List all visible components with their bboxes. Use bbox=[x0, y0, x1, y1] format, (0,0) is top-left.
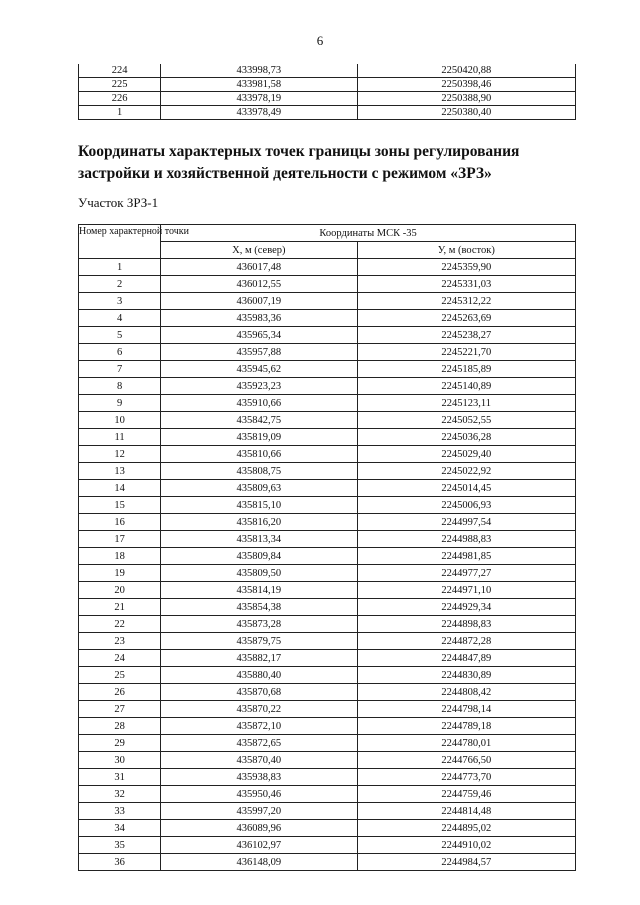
point-number-cell: 1 bbox=[79, 106, 161, 120]
y-coordinate-cell: 2245022,92 bbox=[357, 463, 575, 480]
point-number-cell: 3 bbox=[79, 293, 161, 310]
x-coordinate-cell: 435809,50 bbox=[161, 565, 357, 582]
point-number-cell: 26 bbox=[79, 684, 161, 701]
point-number-cell: 6 bbox=[79, 344, 161, 361]
point-number-cell: 20 bbox=[79, 582, 161, 599]
point-number-cell: 23 bbox=[79, 633, 161, 650]
table-row bbox=[79, 701, 576, 718]
point-number-cell: 5 bbox=[79, 327, 161, 344]
coordinates-table-body bbox=[79, 259, 576, 871]
table-row bbox=[79, 565, 576, 582]
y-coordinate-cell: 2244789,18 bbox=[357, 718, 575, 735]
y-coordinate-cell: 2244997,54 bbox=[357, 514, 575, 531]
y-coordinate-cell: 2245238,27 bbox=[357, 327, 575, 344]
y-coordinate-cell: 2245185,89 bbox=[357, 361, 575, 378]
x-coordinate-cell: 433978,19 bbox=[161, 92, 357, 106]
y-coordinate-cell: 2244971,10 bbox=[357, 582, 575, 599]
point-number-cell: 13 bbox=[79, 463, 161, 480]
table-row bbox=[79, 293, 576, 310]
y-coordinate-cell: 2245123,11 bbox=[357, 395, 575, 412]
x-coordinate-cell: 436012,55 bbox=[161, 276, 357, 293]
x-coordinate-cell: 435997,20 bbox=[161, 803, 357, 820]
y-coordinate-cell: 2244988,83 bbox=[357, 531, 575, 548]
x-coordinate-cell: 435816,20 bbox=[161, 514, 357, 531]
y-coordinate-cell: 2244929,34 bbox=[357, 599, 575, 616]
x-coordinate-cell: 433978,49 bbox=[161, 106, 357, 120]
table-row bbox=[79, 395, 576, 412]
x-coordinate-cell: 435854,38 bbox=[161, 599, 357, 616]
table-row bbox=[79, 616, 576, 633]
x-coordinate-cell: 435810,66 bbox=[161, 446, 357, 463]
section-label: Участок ЗРЗ-1 bbox=[78, 195, 159, 210]
x-coordinate-cell: 436089,96 bbox=[161, 820, 357, 837]
table-row bbox=[79, 582, 576, 599]
x-coordinate-cell: 435879,75 bbox=[161, 633, 357, 650]
x-coordinate-cell: 435938,83 bbox=[161, 769, 357, 786]
table-row bbox=[79, 412, 576, 429]
point-number-cell: 22 bbox=[79, 616, 161, 633]
point-number-cell: 33 bbox=[79, 803, 161, 820]
table-row bbox=[79, 514, 576, 531]
x-coordinate-cell: 433981,58 bbox=[161, 78, 357, 92]
y-coordinate-cell: 2244798,14 bbox=[357, 701, 575, 718]
y-coordinate-cell: 2244759,46 bbox=[357, 786, 575, 803]
y-coordinate-cell: 2245359,90 bbox=[357, 259, 575, 276]
y-coordinate-cell: 2245221,70 bbox=[357, 344, 575, 361]
x-coordinate-cell: 433998,73 bbox=[161, 64, 357, 78]
table-row bbox=[79, 786, 576, 803]
y-coordinate-cell: 2244780,01 bbox=[357, 735, 575, 752]
table-row bbox=[79, 480, 576, 497]
header-x-north: Х, м (север) bbox=[161, 242, 357, 259]
point-number-cell: 32 bbox=[79, 786, 161, 803]
y-coordinate-cell: 2244830,89 bbox=[357, 667, 575, 684]
point-number-cell: 2 bbox=[79, 276, 161, 293]
table-row bbox=[79, 735, 576, 752]
table-row bbox=[79, 446, 576, 463]
table-row bbox=[79, 803, 576, 820]
table-row bbox=[79, 429, 576, 446]
y-coordinate-cell: 2244981,85 bbox=[357, 548, 575, 565]
x-coordinate-cell: 435983,36 bbox=[161, 310, 357, 327]
table-row bbox=[79, 854, 576, 871]
x-coordinate-cell: 435819,09 bbox=[161, 429, 357, 446]
table-row bbox=[79, 531, 576, 548]
coordinates-table bbox=[78, 224, 576, 871]
x-coordinate-cell: 436017,48 bbox=[161, 259, 357, 276]
table-row bbox=[79, 106, 576, 120]
table-row bbox=[79, 344, 576, 361]
table-row bbox=[79, 361, 576, 378]
point-number-cell: 17 bbox=[79, 531, 161, 548]
y-coordinate-cell: 2245036,28 bbox=[357, 429, 575, 446]
x-coordinate-cell: 435809,84 bbox=[161, 548, 357, 565]
x-coordinate-cell: 435950,46 bbox=[161, 786, 357, 803]
y-coordinate-cell: 2245140,89 bbox=[357, 378, 575, 395]
x-coordinate-cell: 435815,10 bbox=[161, 497, 357, 514]
table-row bbox=[79, 276, 576, 293]
point-number-cell: 34 bbox=[79, 820, 161, 837]
x-coordinate-cell: 436102,97 bbox=[161, 837, 357, 854]
point-number-cell: 14 bbox=[79, 480, 161, 497]
point-number-cell: 1 bbox=[79, 259, 161, 276]
y-coordinate-cell: 2244872,28 bbox=[357, 633, 575, 650]
y-coordinate-cell: 2244895,02 bbox=[357, 820, 575, 837]
y-coordinate-cell: 2245029,40 bbox=[357, 446, 575, 463]
y-coordinate-cell: 2244814,48 bbox=[357, 803, 575, 820]
table-row bbox=[79, 837, 576, 854]
continuation-coordinates-table bbox=[78, 64, 576, 120]
page-number: 6 bbox=[316, 33, 324, 48]
x-coordinate-cell: 435870,40 bbox=[161, 752, 357, 769]
point-number-cell: 16 bbox=[79, 514, 161, 531]
x-coordinate-cell: 435873,28 bbox=[161, 616, 357, 633]
y-coordinate-cell: 2244766,50 bbox=[357, 752, 575, 769]
x-coordinate-cell: 435965,34 bbox=[161, 327, 357, 344]
point-number-cell: 226 bbox=[79, 92, 161, 106]
y-coordinate-cell: 2245312,22 bbox=[357, 293, 575, 310]
coordinates-table-header bbox=[79, 225, 576, 259]
y-coordinate-cell: 2244898,83 bbox=[357, 616, 575, 633]
point-number-cell: 25 bbox=[79, 667, 161, 684]
x-coordinate-cell: 435945,62 bbox=[161, 361, 357, 378]
point-number-cell: 4 bbox=[79, 310, 161, 327]
continuation-table-body bbox=[79, 64, 576, 120]
y-coordinate-cell: 2250420,88 bbox=[357, 64, 575, 78]
x-coordinate-cell: 435809,63 bbox=[161, 480, 357, 497]
point-number-cell: 24 bbox=[79, 650, 161, 667]
table-row bbox=[79, 259, 576, 276]
y-coordinate-cell: 2244977,27 bbox=[357, 565, 575, 582]
section-heading: Координаты характерных точек границы зоны регулирования застройки и хозяйственной деятельности с режимом «ЗРЗ» bbox=[78, 143, 520, 182]
point-number-cell: 7 bbox=[79, 361, 161, 378]
y-coordinate-cell: 2244910,02 bbox=[357, 837, 575, 854]
point-number-cell: 28 bbox=[79, 718, 161, 735]
y-coordinate-cell: 2244773,70 bbox=[357, 769, 575, 786]
header-y-east: У, м (восток) bbox=[357, 242, 575, 259]
header-coordinate-system: Координаты МСК -35 bbox=[161, 225, 576, 242]
y-coordinate-cell: 2244847,89 bbox=[357, 650, 575, 667]
table-row bbox=[79, 463, 576, 480]
table-row bbox=[79, 633, 576, 650]
table-row bbox=[79, 718, 576, 735]
y-coordinate-cell: 2244984,57 bbox=[357, 854, 575, 871]
point-number-cell: 8 bbox=[79, 378, 161, 395]
point-number-cell: 36 bbox=[79, 854, 161, 871]
table-row bbox=[79, 327, 576, 344]
x-coordinate-cell: 435957,88 bbox=[161, 344, 357, 361]
x-coordinate-cell: 435872,10 bbox=[161, 718, 357, 735]
point-number-cell: 31 bbox=[79, 769, 161, 786]
table-row bbox=[79, 684, 576, 701]
x-coordinate-cell: 435814,19 bbox=[161, 582, 357, 599]
table-row bbox=[79, 78, 576, 92]
x-coordinate-cell: 435882,17 bbox=[161, 650, 357, 667]
y-coordinate-cell: 2244808,42 bbox=[357, 684, 575, 701]
table-row bbox=[79, 820, 576, 837]
x-coordinate-cell: 435923,23 bbox=[161, 378, 357, 395]
y-coordinate-cell: 2245331,03 bbox=[357, 276, 575, 293]
table-row bbox=[79, 497, 576, 514]
x-coordinate-cell: 435910,66 bbox=[161, 395, 357, 412]
table-row bbox=[79, 64, 576, 78]
y-coordinate-cell: 2245263,69 bbox=[357, 310, 575, 327]
x-coordinate-cell: 435870,68 bbox=[161, 684, 357, 701]
x-coordinate-cell: 435808,75 bbox=[161, 463, 357, 480]
point-number-cell: 12 bbox=[79, 446, 161, 463]
y-coordinate-cell: 2250388,90 bbox=[357, 92, 575, 106]
x-coordinate-cell: 435842,75 bbox=[161, 412, 357, 429]
y-coordinate-cell: 2245052,55 bbox=[357, 412, 575, 429]
table-row bbox=[79, 548, 576, 565]
x-coordinate-cell: 436148,09 bbox=[161, 854, 357, 871]
table-row bbox=[79, 752, 576, 769]
point-number-cell: 10 bbox=[79, 412, 161, 429]
x-coordinate-cell: 435872,65 bbox=[161, 735, 357, 752]
table-row bbox=[79, 599, 576, 616]
y-coordinate-cell: 2250380,40 bbox=[357, 106, 575, 120]
y-coordinate-cell: 2245014,45 bbox=[357, 480, 575, 497]
point-number-cell: 30 bbox=[79, 752, 161, 769]
x-coordinate-cell: 435870,22 bbox=[161, 701, 357, 718]
point-number-cell: 9 bbox=[79, 395, 161, 412]
point-number-cell: 224 bbox=[79, 64, 161, 78]
table-row bbox=[79, 667, 576, 684]
point-number-cell: 35 bbox=[79, 837, 161, 854]
point-number-cell: 15 bbox=[79, 497, 161, 514]
x-coordinate-cell: 436007,19 bbox=[161, 293, 357, 310]
x-coordinate-cell: 435813,34 bbox=[161, 531, 357, 548]
point-number-cell: 27 bbox=[79, 701, 161, 718]
point-number-cell: 11 bbox=[79, 429, 161, 446]
y-coordinate-cell: 2245006,93 bbox=[357, 497, 575, 514]
table-row bbox=[79, 650, 576, 667]
table-row bbox=[79, 310, 576, 327]
table-row bbox=[79, 378, 576, 395]
x-coordinate-cell: 435880,40 bbox=[161, 667, 357, 684]
point-number-cell: 19 bbox=[79, 565, 161, 582]
header-point-number: Номер характерной точки bbox=[79, 225, 161, 259]
table-row bbox=[79, 92, 576, 106]
point-number-cell: 18 bbox=[79, 548, 161, 565]
table-row bbox=[79, 769, 576, 786]
point-number-cell: 21 bbox=[79, 599, 161, 616]
y-coordinate-cell: 2250398,46 bbox=[357, 78, 575, 92]
point-number-cell: 225 bbox=[79, 78, 161, 92]
point-number-cell: 29 bbox=[79, 735, 161, 752]
